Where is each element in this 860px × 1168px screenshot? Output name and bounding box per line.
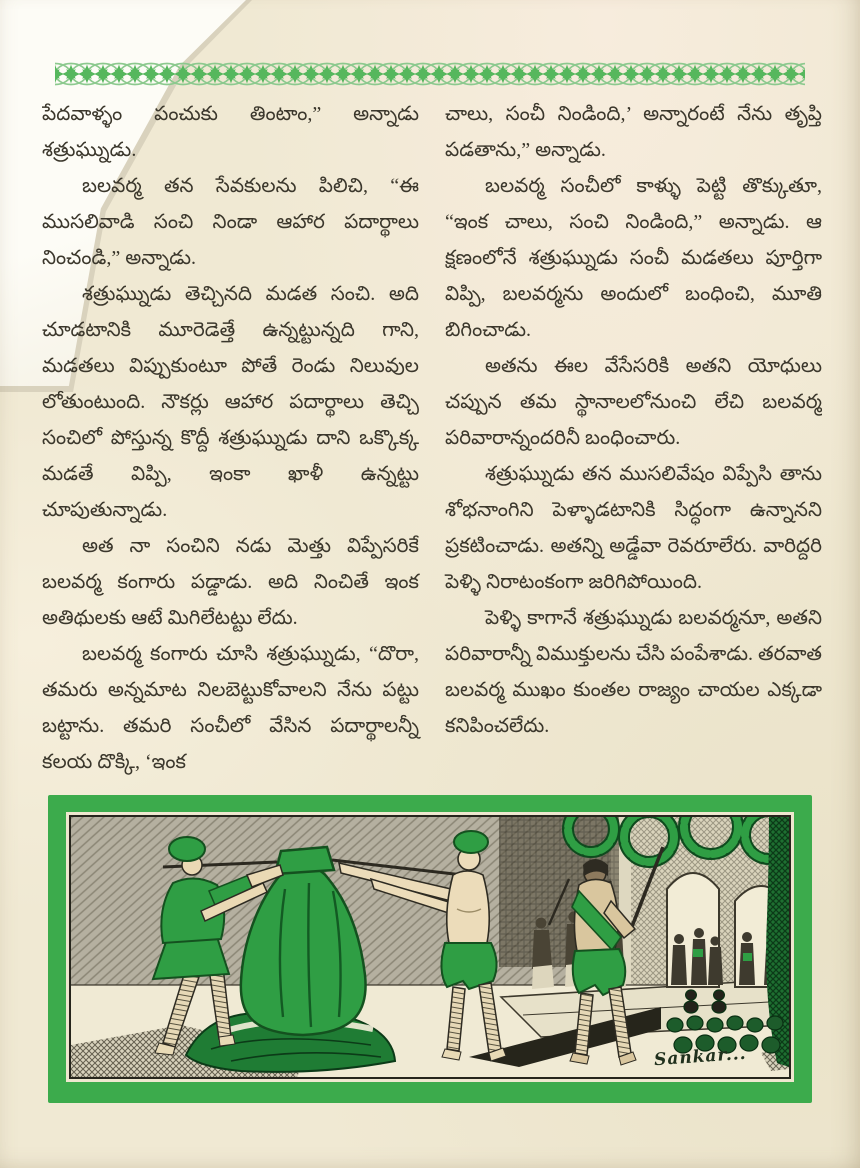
paragraph: పేదవాళ్ళం పంచుకు తింటాం,” అన్నాడు శత్రుఘ్నుడు.	[42, 103, 419, 161]
artist-signature: Sankar...	[653, 1043, 748, 1071]
paragraph: చాలు, సంచీ నిండింది,’ అన్నారంటే నేను తృప్తి పడతాను,” అన్నాడు.	[445, 103, 822, 161]
right-column	[445, 96, 822, 778]
sack-tying-scene-illustration	[71, 817, 789, 1077]
paragraph: శత్రుఘ్నుడు తన ముసలివేషం విప్పేసి తాను శోభనాంగిని పెళ్ళాడటానికి సిద్ధంగా ఉన్నానని ప్రకటించాడు. అతన్ని అడ్డేవా రెవరూలేరు. వారిద్దరి పెళ్ళి నిరాటంకంగా జరిగిపోయింది.	[445, 463, 822, 593]
left-column	[42, 96, 419, 778]
story-text	[42, 96, 822, 778]
green-turban	[454, 831, 488, 853]
flower-chain-ornament-icon	[55, 60, 805, 88]
story-illustration	[69, 815, 791, 1079]
paragraph: బలవర్మ సంచీలో కాళ్ళు పెట్టి తొక్కుతూ, “ఇంక చాలు, సంచి నిండింది,” అన్నాడు. ఆ క్షణంలోనే శత్రుఘ్నుడు సంచీ మడతలు పూర్తిగా విప్పి, బలవర్మను అందులో బంధించి, మూతి బిగించాడు.	[445, 175, 822, 341]
paragraph: అతను ఈల వేసేసరికి అతని యోధులు చప్పున తమ స్థానాలలోనుంచి లేచి బలవర్మ పరివారాన్నందరినీ బంధించారు.	[445, 355, 822, 449]
illustration-frame	[48, 795, 812, 1103]
paragraph: అత నా సంచిని నడు మెత్తు విప్పేసరికే బలవర్మ కంగారు పడ్డాడు. అది నించితే ఇంక అతిథులకు ఆటే మిగిలేటట్టు లేదు.	[42, 535, 419, 629]
paragraph: బలవర్మ తన సేవకులను పిలిచి, “ఈ ముసలివాడి సంచి నిండా ఆహార పదార్థాలు నించండి,” అన్నాడు.	[42, 175, 419, 269]
paragraph: పెళ్ళి కాగానే శత్రుఘ్నుడు బలవర్మనూ, అతని పరివారాన్నీ విముక్తులను చేసి పంపేశాడు. తరవాత బలవర్మ ముఖం కుంతల రాజ్యం చాయల ఎక్కడా కనిపించలేదు.	[445, 607, 822, 737]
paragraph: బలవర్మ కంగారు చూసి శత్రుఘ్నుడు, “దొరా, తమరు అన్నమాట నిలబెట్టుకోవాలని నేను పట్టు బట్టాను. తమరి సంచీలో వేసిన పదార్థాలన్నీ కలయ దొక్కి, ‘ఇంక	[42, 643, 419, 773]
decorative-border	[55, 60, 805, 88]
green-turban	[169, 837, 205, 861]
paragraph: శత్రుఘ్నుడు తెచ్చినది మడత సంచి. అది చూడటానికి మూరెడెత్తే ఉన్నట్టున్నది గాని, మడతలు విప్పుకుంటూ పోతే రెండు నిలువుల లోతుంటుంది. నౌకర్లు ఆహార పదార్థాలు తెచ్చి సంచిలో పోస్తున్న కొద్దీ శత్రుఘ్నుడు దాని ఒక్కొక్క మడతే విప్పి, ఇంకా ఖాళీ ఉన్నట్టు చూపుతున్నాడు.	[42, 283, 419, 521]
